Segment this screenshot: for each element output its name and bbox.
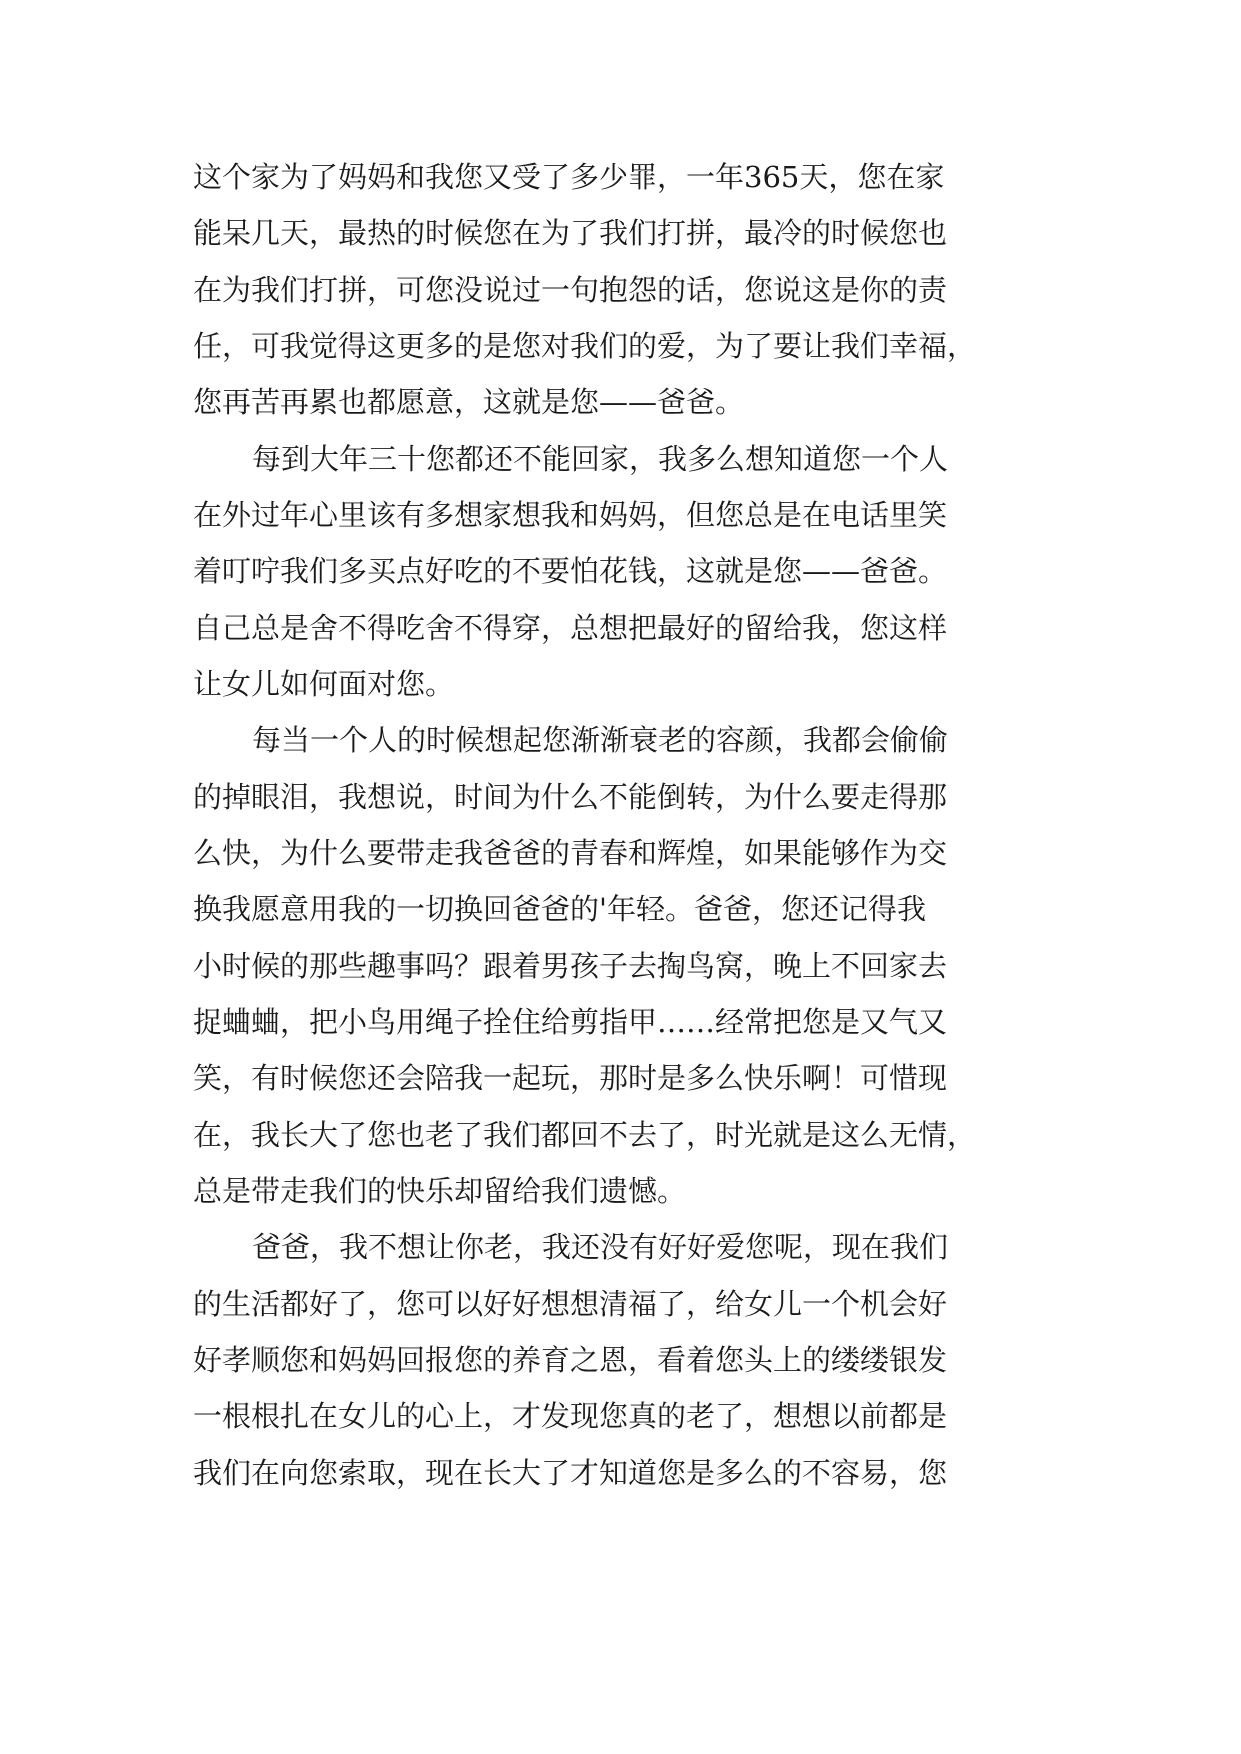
text-line-19: 总是带走我们的快乐却留给我们遗憾。 (193, 1174, 687, 1208)
text-line-8: 着叮咛我们多买点好吃的不要怕花钱，这就是您——爸爸。 (193, 554, 948, 588)
text-line-16: 捉蛐蛐，把小鸟用绳子拴住给剪指甲……经常把您是又气又 (193, 1005, 948, 1039)
text-line-15: 小时候的那些趣事吗？跟着男孩子去掏鸟窝，晚上不回家去 (193, 949, 948, 983)
text-line-14: 换我愿意用我的一切换回爸爸的'年轻。爸爸，您还记得我 (193, 892, 926, 926)
text-line-9: 自己总是舍不得吃舍不得穿，总想把最好的留给我，您这样 (193, 611, 948, 645)
paragraph-2-line-1: 每到大年三十您都还不能回家，我多么想知道您一个人 (252, 442, 949, 476)
text-line-12: 的掉眼泪，我想说，时间为什么不能倒转，为什么要走得那 (193, 780, 948, 814)
text-line-24: 我们在向您索取，现在长大了才知道您是多么的不容易，您 (193, 1456, 948, 1490)
paragraph-3-line-1: 每当一个人的时候想起您渐渐衰老的容颜，我都会偷偷 (252, 723, 949, 757)
text-line-17: 笑，有时候您还会陪我一起玩，那时是多么快乐啊！可惜现 (193, 1061, 948, 1095)
text-line-13: 么快，为什么要带走我爸爸的青春和辉煌，如果能够作为交 (193, 836, 948, 870)
text-line-4: 任，可我觉得这更多的是您对我们的爱，为了要让我们幸福， (193, 329, 977, 363)
text-line-23: 一根根扎在女儿的心上，才发现您真的老了，想想以前都是 (193, 1399, 948, 1433)
text-line-18: 在，我长大了您也老了我们都回不去了，时光就是这么无情， (193, 1118, 977, 1152)
text-line-7: 在外过年心里该有多想家想我和妈妈，但您总是在电话里笑 (193, 498, 948, 532)
text-line-21: 的生活都好了，您可以好好想想清福了，给女儿一个机会好 (193, 1287, 948, 1321)
paragraph-4-line-1: 爸爸，我不想让你老，我还没有好好爱您呢，现在我们 (252, 1230, 949, 1264)
text-line-2: 能呆几天，最热的时候您在为了我们打拼，最冷的时候您也 (193, 216, 948, 250)
text-line-5: 您再苦再累也都愿意，这就是您——爸爸。 (193, 385, 745, 419)
text-line-1: 这个家为了妈妈和我您又受了多少罪，一年365天，您在家 (193, 160, 945, 194)
text-line-22: 好孝顺您和妈妈回报您的养育之恩，看着您头上的缕缕银发 (193, 1343, 948, 1377)
text-line-3: 在为我们打拼，可您没说过一句抱怨的话，您说这是你的责 (193, 273, 948, 307)
text-line-10: 让女儿如何面对您。 (193, 667, 455, 701)
